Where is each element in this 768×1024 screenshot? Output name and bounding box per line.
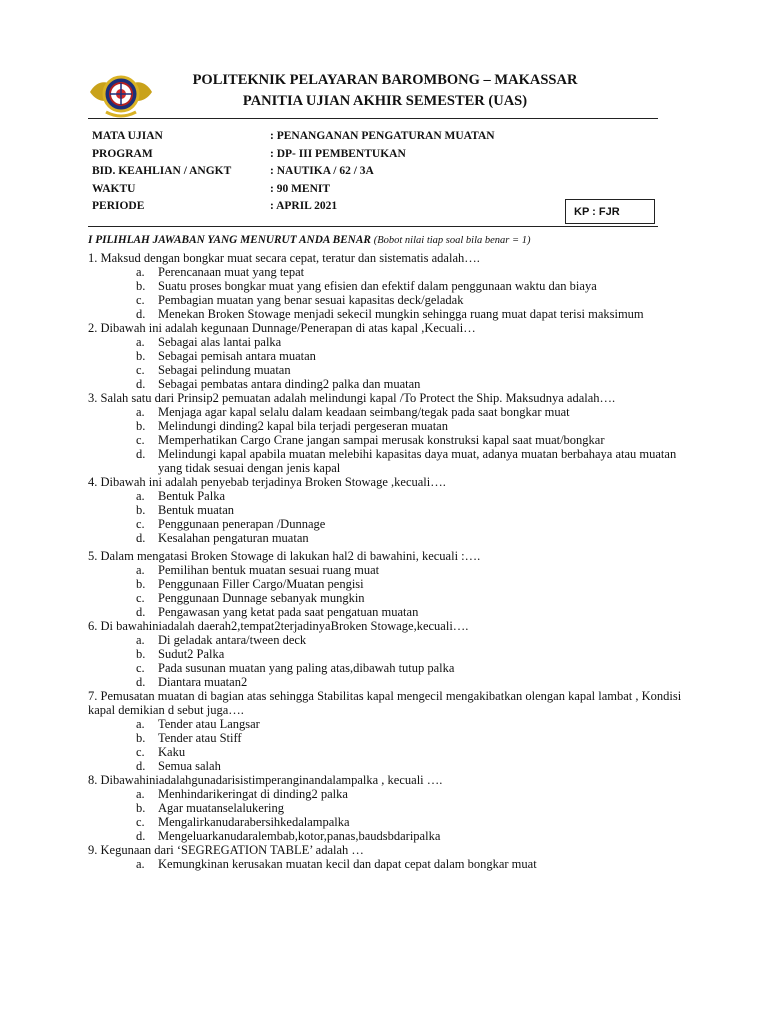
answer-option [88,531,688,545]
question-item [88,475,688,549]
answer-option [88,363,688,377]
option-text: Agar muatanselalukering [158,801,284,815]
answer-option [88,731,688,745]
institution-title: POLITEKNIK PELAYARAN BAROMBONG – MAKASSAR [192,72,578,88]
answer-option [88,433,688,447]
option-letter: b. [136,647,146,661]
option-letter: b. [136,503,146,517]
answer-options [88,335,688,391]
option-letter: a. [136,717,145,731]
question-text: 6. Di bawahiniadalah daerah2,tempat2terjadinyaBroken Stowage,kecuali…. [88,619,469,633]
option-text: Bentuk Palka [158,489,226,503]
committee-title: PANITIA UJIAN AKHIR SEMESTER (UAS) [242,93,528,109]
option-letter: d. [136,377,146,391]
option-text: Sudut2 Palka [158,647,225,661]
option-text: Menjaga agar kapal selalu dalam keadaan seimbang/tegak pada saat bongkar muat [158,405,570,419]
answer-option [88,563,688,577]
question-item [88,251,688,321]
info-row [92,148,672,166]
option-text: Tender atau Stiff [158,731,242,745]
question-item [88,619,688,689]
info-label: MATA UJIAN [92,130,163,142]
question-text: 2. Dibawah ini adalah kegunaan Dunnage/Penerapan di atas kapal ,Kecuali… [88,321,476,335]
info-label: PROGRAM [92,147,153,160]
question-text: 4. Dibawah ini adalah penyebab terjadinya Broken Stowage ,kecuali…. [88,475,446,489]
question-text: 7. Pemusatan muatan di bagian atas sehingga Stabilitas kapal mengecil mengakibatkan olengan kapal lambat , Kondisi kapal demikian d sebut juga…. [88,689,682,717]
option-letter: d. [136,605,146,619]
info-row [92,165,672,183]
option-text: Memperhatikan Cargo Crane jangan sampai merusak konstruksi kapal saat muat/bongkar [158,433,605,447]
option-letter: d. [136,759,146,773]
answer-option [88,675,688,689]
option-letter: b. [136,801,146,815]
option-letter: b. [136,279,146,293]
answer-option [88,265,688,279]
info-value: : 90 MENIT [270,182,331,195]
option-letter: a. [136,633,145,647]
option-text: Pengawasan yang ketat pada saat pengatuan muatan [158,605,419,619]
option-letter: d. [136,675,146,689]
info-value: : APRIL 2021 [270,200,338,212]
answer-option [88,307,688,321]
option-letter: a. [136,489,145,503]
answer-option [88,759,688,773]
info-row [92,183,672,201]
option-letter: b. [136,577,146,591]
question-list [88,233,688,871]
option-letter: a. [136,787,145,801]
option-text: Menhindarikeringat di dinding2 palka [158,787,348,801]
answer-option [88,787,688,801]
answer-option [88,605,688,619]
option-letter: b. [136,349,146,363]
answer-option [88,591,688,605]
option-text: Penggunaan penerapan /Dunnage [158,517,326,531]
instruction [88,233,688,248]
question-item [88,689,688,773]
answer-option [88,647,688,661]
header-divider [88,118,658,119]
option-text: Diantara muatan2 [158,675,248,689]
info-value: : DP- III PEMBENTUKAN [270,147,406,160]
answer-options [88,857,688,871]
option-text: Sebagai pembatas antara dinding2 palka dan muatan [158,377,421,391]
answer-option [88,801,688,815]
option-text: Melindungi dinding2 kapal bila terjadi pergeseran muatan [158,419,448,433]
option-letter: c. [136,745,145,759]
option-letter: c. [136,591,145,605]
answer-option [88,349,688,363]
option-text: Penggunaan Dunnage sebanyak mungkin [158,591,365,605]
answer-option [88,489,688,503]
option-letter: c. [136,293,145,307]
answer-option [88,279,688,293]
option-letter: a. [136,265,145,279]
option-text: Suatu proses bongkar muat yang efisien dan efektif dalam penggunaan waktu dan biaya [158,279,597,293]
option-text: Sebagai pelindung muatan [158,363,291,377]
answer-option [88,293,688,307]
answer-option [88,745,688,759]
question-text: 9. Kegunaan dari ‘SEGREGATION TABLE’ adalah … [88,843,364,857]
option-text: Tender atau Langsar [158,717,260,731]
option-letter: a. [136,563,145,577]
option-text: Menekan Broken Stowage menjadi sekecil mungkin sehingga ruang muat dapat terisi maksimum [158,307,644,321]
info-label: PERIODE [92,200,145,212]
answer-option [88,517,688,531]
option-text: Mengeluarkanudaralembab,kotor,panas,baudsbdaripalka [158,829,441,843]
question-text: 5. Dalam mengatasi Broken Stowage di lakukan hal2 di bawahini, kecuali :…. [88,549,481,563]
info-row [92,130,672,148]
option-letter: c. [136,815,145,829]
answer-option [88,503,688,517]
answer-option [88,815,688,829]
option-letter: a. [136,405,145,419]
option-text: Sebagai pemisah antara muatan [158,349,316,363]
option-letter: c. [136,661,145,675]
answer-option [88,829,688,843]
question-item [88,321,688,391]
answer-option [88,419,688,433]
option-text: Pemilihan bentuk muatan sesuai ruang muat [158,563,380,577]
kp-box: KP : FJR [565,199,655,224]
option-text: Kemungkinan kerusakan muatan kecil dan dapat cepat dalam bongkar muat [158,857,537,871]
option-text: Perencanaan muat yang tepat [158,265,305,279]
option-text: Penggunaan Filler Cargo/Muatan pengisi [158,577,364,591]
option-text: Bentuk muatan [158,503,235,517]
option-letter: c. [136,517,145,531]
option-text: Pembagian muatan yang benar sesuai kapasitas deck/geladak [158,293,464,307]
option-text: Kaku [158,745,186,759]
answer-options [88,489,688,545]
question-item [88,843,688,871]
option-text: Sebagai alas lantai palka [158,335,282,349]
answer-option [88,377,688,391]
option-text: Melindungi kapal apabila muatan melebihi kapasitas daya muat, adanya muatan berbahaya atau muatan yang tidak sesuai dengan jenis kapal [158,447,677,475]
answer-option [88,447,688,475]
answer-options [88,405,688,475]
question-item [88,773,688,843]
option-letter: d. [136,829,146,843]
option-letter: d. [136,307,146,321]
answer-option [88,661,688,675]
option-letter: b. [136,731,146,745]
option-letter: d. [136,531,146,545]
answer-option [88,717,688,731]
info-value: : NAUTIKA / 62 / 3A [270,165,374,177]
answer-option [88,335,688,349]
info-label: BID. KEAHLIAN / ANGKT [92,165,232,177]
institution-seal-logo [88,70,154,120]
answer-options [88,563,688,619]
info-value: : PENANGANAN PENGATURAN MUATAN [270,130,495,142]
answer-options [88,787,688,843]
option-text: Semua salah [158,759,221,773]
option-letter: a. [136,857,145,871]
option-letter: c. [136,363,145,377]
answer-option [88,633,688,647]
question-text: 1. Maksud dengan bongkar muat secara cepat, teratur dan sistematis adalah…. [88,251,480,265]
option-letter: c. [136,433,145,447]
answer-option [88,857,688,871]
instruction-main: I PILIHLAH JAWABAN YANG MENURUT ANDA BENAR [88,234,374,246]
option-text: Kesalahan pengaturan muatan [158,531,309,545]
info-divider [88,226,658,227]
question-item [88,391,688,475]
question-item [88,549,688,619]
option-letter: b. [136,419,146,433]
answer-options [88,633,688,689]
option-text: Pada susunan muatan yang paling atas,dibawah tutup palka [158,661,455,675]
option-letter: a. [136,335,145,349]
instruction-note: (Bobot nilai tiap soal bila benar = 1) [373,235,531,246]
option-text: Mengalirkanudarabersihkedalampalka [158,815,350,829]
questions-container [88,251,688,871]
question-text: 8. Dibawahiniadalahgunadarisistimperanginandalampalka , kecuali …. [88,773,443,787]
answer-option [88,405,688,419]
answer-options [88,717,688,773]
answer-options [88,265,688,321]
info-label: WAKTU [92,182,136,195]
answer-option [88,577,688,591]
question-text: 3. Salah satu dari Prinsip2 pemuatan adalah melindungi kapal /To Protect the Ship. Maksudnya adalah…. [88,391,616,405]
option-letter: d. [136,447,146,461]
option-text: Di geladak antara/tween deck [158,633,307,647]
